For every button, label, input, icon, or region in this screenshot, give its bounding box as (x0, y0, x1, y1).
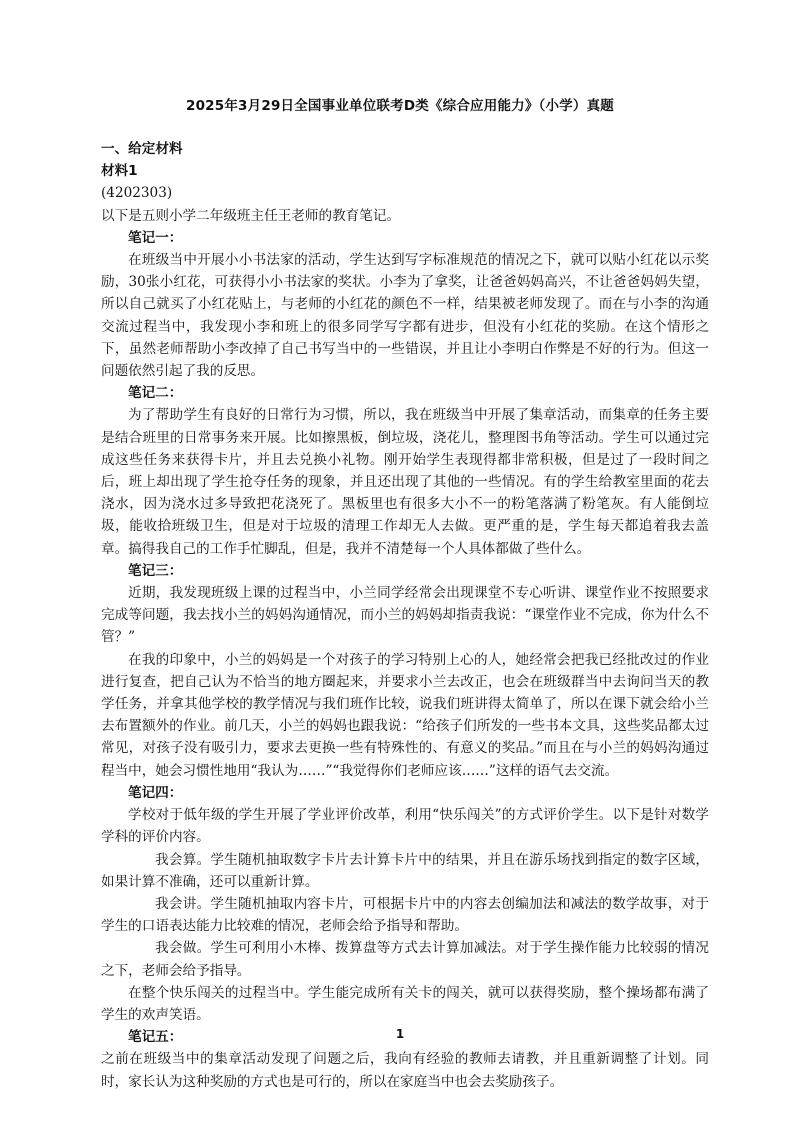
section-heading: 一、给定材料 (101, 141, 183, 157)
note4-item-calculate: 我会算。学生随机抽取数字卡片去计算卡片中的结果，并且在游乐场找到指定的数字区域，如果计算不准确，还可以重新计算。 (101, 851, 709, 890)
note2-heading: 笔记二： (128, 385, 183, 402)
page-number: 1 (395, 1027, 405, 1041)
note3-heading: 笔记三： (128, 562, 183, 579)
note5-heading: 笔记五： (128, 1029, 183, 1046)
note4-paragraph: 学校对于低年级的学生开展了学业评价改革，利用“快乐闯关”的方式评价学生。以下是针对数学学科的评价内容。 (101, 807, 709, 846)
note3-paragraph-2: 在我的印象中，小兰的妈妈是一个对孩子的学习特别上心的人，她经常会把我已经批改过的作业进行复查，把自己认为不恰当的地方圈起来，并要求小兰去改正，也会在班级群当中去询问当天的教学任务，并拿其他学校的教学情况与我们班作比较，说我们班讲得太简单了，所以在课下就会给小兰去布置额外的作业。前几天，小兰的妈妈也跟我说：“给孩子们所发的一些书本文具，这些奖品都太过常见，对孩子没有吸引力，要求去更换一些有特殊性的、有意义的奖品。”而且在与小兰的妈妈沟通过程当中，她会习惯性地用“我认为……”“我觉得你们老师应该……”这样的语气去交流。 (101, 651, 709, 779)
note4-item-do: 我会做。学生可利用小木棒、拨算盘等方式去计算加减法。对于学生操作能力比较弱的情况之下，老师会给予指导。 (101, 940, 709, 979)
note1-heading: 笔记一： (128, 229, 183, 246)
note4-item-speak: 我会讲。学生随机抽取内容卡片，可根据卡片中的内容去创编加法和减法的数学故事，对于学生的口语表达能力比较难的情况，老师会给予指导和帮助。 (101, 895, 709, 935)
intro-text: 以下是五则小学二年级班主任王老师的教育笔记。 (101, 207, 401, 224)
note4-closing: 在整个快乐闯关的过程当中。学生能完成所有关卡的闯关，就可以获得奖励，整个操场都布满了学生的欢声笑语。 (101, 984, 709, 1023)
document-body (101, 138, 709, 1093)
note2-paragraph: 为了帮助学生有良好的日常行为习惯，所以，我在班级当中开展了集章活动，而集章的任务主要是结合班里的日常事务来开展。比如擦黑板，倒垃圾，浇花儿，整理图书角等活动。学生可以通过完成这些任务来获得卡片，并且去兑换小礼物。刚开始学生表现得都非常积极，但是过了一段时间之后，班上却出现了学生抢夺任务的现象，并且还出现了其他的一些情况。有的学生给教室里面的花去浇水，因为浇水过多导致把花浇死了。黑板里也有很多大小不一的粉笔落满了粉笔灰。有人能倒垃圾，能收拾班级卫生，但是对于垃圾的清理工作却无人去做。更严重的是，学生每天都追着我去盖章。搞得我自己的工作手忙脚乱，但是，我并不清楚每一个人具体都做了些什么。 (101, 407, 709, 557)
note3-paragraph-1: 近期，我发现班级上课的过程当中，小兰同学经常会出现课堂不专心听讲、课堂作业不按照要求完成等问题，我去找小兰的妈妈沟通情况，而小兰的妈妈却指责我说：“课堂作业不完成，你为什么不管？” (101, 585, 709, 646)
note4-heading: 笔记四： (128, 784, 183, 801)
note5-paragraph: 之前在班级当中的集章活动发现了问题之后，我向有经验的教师去请教，并且重新调整了计划。同时，家长认为这种奖励的方式也是可行的，所以在家庭当中也会去奖励孩子。 (101, 1051, 709, 1090)
material-code: (4202303) (101, 185, 173, 202)
note1-paragraph: 在班级当中开展小小书法家的活动，学生达到写字标准规范的情况之下，就可以贴小红花以示奖励，30张小红花，可获得小小书法家的奖状。小李为了拿奖，让爸爸妈妈高兴，不让爸爸妈妈失望，所以自己就买了小红花贴上，与老师的小红花的颜色不一样，结果被老师发现了。而在与小李的沟通交流过程当中，我发现小李和班上的很多同学写字都有进步，但没有小红花的奖励。在这个情形之下，虽然老师帮助小李改掉了自己书写当中的一些错误，并且让小李明白作弊是不好的行为。但这一问题依然引起了我的反思。 (101, 252, 709, 380)
document-title: 2025年3月29日全国事业单位联考D类《综合应用能力》（小学）真题 (185, 98, 614, 114)
material-heading: 材料1 (101, 163, 138, 180)
